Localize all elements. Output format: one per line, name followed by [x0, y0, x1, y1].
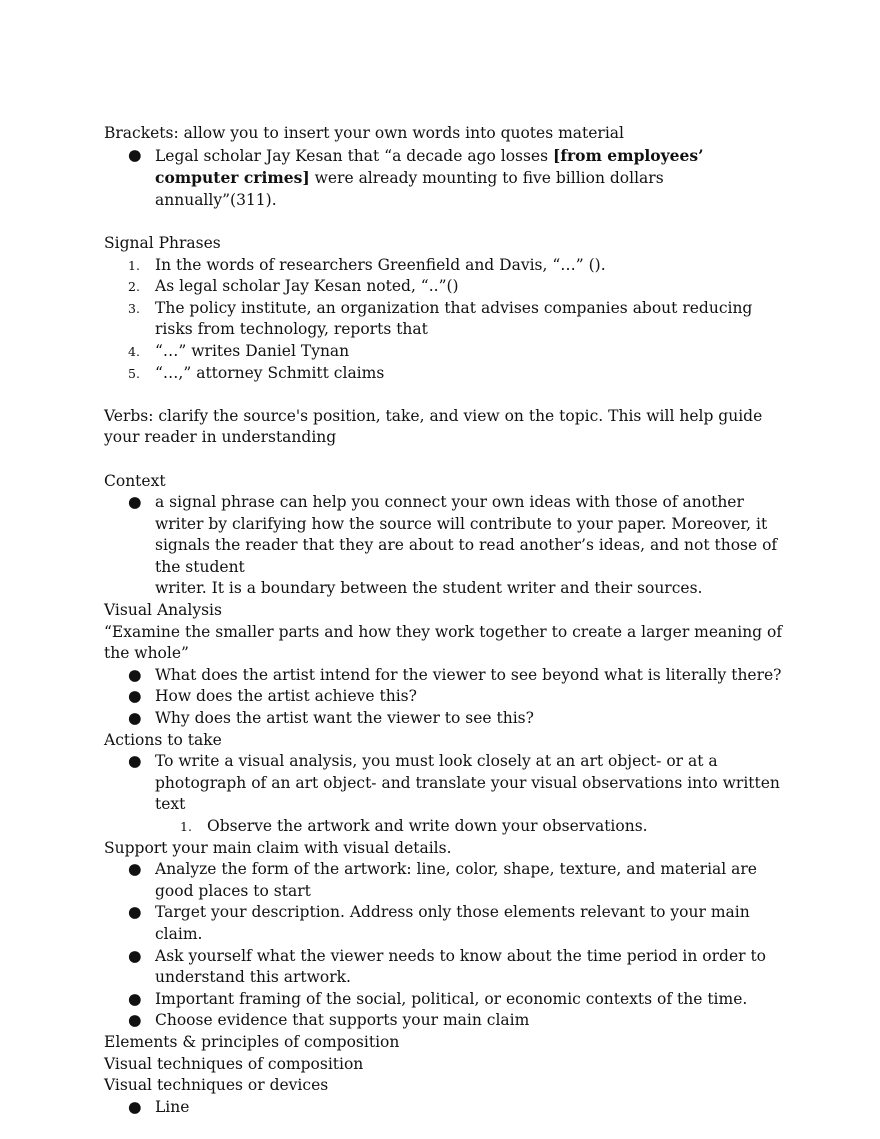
support-bullet-1 — [104, 859, 790, 902]
signal-heading: Signal Phrases — [104, 233, 221, 252]
bullet-marker: ● — [128, 493, 142, 512]
brackets-bullet-bold: [from employees’ computer crimes] — [155, 145, 704, 188]
list-number: 4. — [128, 343, 140, 359]
brackets-bullet — [104, 145, 790, 212]
signal-item-3 — [104, 298, 790, 341]
signal-item-2 — [104, 276, 790, 298]
actions-heading: Actions to take — [104, 730, 222, 749]
actions-bullet — [104, 751, 790, 816]
support-bullet-2 — [104, 902, 790, 945]
support-bullet-text: Ask yourself what the viewer needs to know about the time period in order to understand this artwork. — [155, 946, 767, 987]
elements-bullet — [104, 1097, 790, 1119]
bullet-marker: ● — [128, 709, 142, 728]
spacer — [104, 449, 790, 471]
signal-item-4 — [104, 341, 790, 363]
bullet-marker: ● — [128, 989, 142, 1008]
visual-bullet-2 — [104, 686, 790, 708]
verbs-paragraph: Verbs: clarify the source's position, take, and view on the topic. This will help guide your reader in understanding — [104, 406, 763, 447]
brackets-bullet-pre: Legal scholar Jay Kesan that “a decade ago losses — [155, 146, 553, 165]
bullet-marker: ● — [128, 145, 142, 164]
list-number: 5. — [128, 365, 140, 381]
actions-sub-item — [104, 816, 790, 838]
signal-item-text: In the words of researchers Greenfield and Davis, “…” (). — [155, 255, 606, 274]
visual-heading: Visual Analysis — [104, 601, 222, 620]
support-bullet-5 — [104, 1010, 790, 1032]
spacer — [104, 384, 790, 406]
bullet-marker: ● — [128, 1011, 142, 1030]
signal-item-5 — [104, 363, 790, 385]
actions-bullet-text: To write a visual analysis, you must look closely at an art object- or at a photograph of an art object- and translate your visual observations into written text — [155, 752, 780, 814]
list-number: 1. — [128, 257, 140, 273]
visual-bullet-3 — [104, 708, 790, 730]
elements-line-1: Elements & principles of composition — [104, 1032, 400, 1051]
visual-bullet-text: What does the artist intend for the viewer to see beyond what is literally there? — [155, 665, 782, 684]
support-bullet-4 — [104, 989, 790, 1011]
context-bullet-continued — [104, 578, 790, 600]
bullet-marker: ● — [128, 687, 142, 706]
support-bullet-text: Important framing of the social, political, or economic contexts of the time. — [155, 989, 748, 1008]
elements-bullet-text: Line — [155, 1097, 190, 1116]
context-bullet-text-b: writer. It is a boundary between the student writer and their sources. — [155, 579, 703, 598]
spacer — [104, 211, 790, 233]
bullet-marker: ● — [128, 665, 142, 684]
actions-sub-text: Observe the artwork and write down your observations. — [207, 817, 648, 835]
support-heading: Support your main claim with visual details. — [104, 838, 452, 857]
bullet-marker: ● — [128, 903, 142, 922]
signal-item-text: “…,” attorney Schmitt claims — [155, 363, 385, 382]
visual-bullet-text: Why does the artist want the viewer to see this? — [155, 709, 534, 728]
signal-item-text: “…” writes Daniel Tynan — [155, 341, 350, 360]
elements-line-3: Visual techniques or devices — [104, 1076, 329, 1095]
signal-item-text: The policy institute, an organization that advises companies about reducing risks from technology, reports that — [155, 298, 753, 339]
bullet-marker: ● — [128, 946, 142, 965]
support-bullet-text: Target your description. Address only those elements relevant to your main claim. — [155, 903, 750, 943]
bullet-marker: ● — [128, 1097, 142, 1116]
elements-line-2: Visual techniques of composition — [104, 1054, 364, 1073]
brackets-bullet-post: were already mounting to five billion dollars annually”(311). — [155, 169, 664, 209]
context-heading: Context — [104, 471, 166, 490]
list-number: 1. — [180, 819, 192, 834]
visual-bullet-1 — [104, 665, 790, 687]
context-bullet-text-a: a signal phrase can help you connect your own ideas with those of another writer by clarifying how the source will contribute to your paper. Moreover, it signals the reader that they are about to read another’s ideas, and not those of the student — [155, 493, 778, 576]
signal-item-1 — [104, 255, 790, 277]
list-number: 3. — [128, 300, 140, 316]
visual-quote: “Examine the smaller parts and how they work together to create a larger meaning of the whole” — [104, 622, 783, 663]
support-bullet-text: Analyze the form of the artwork: line, color, shape, texture, and material are good places to start — [155, 860, 757, 900]
list-number: 2. — [128, 279, 140, 295]
context-bullet — [104, 492, 790, 578]
brackets-heading: Brackets: allow you to insert your own words into quotes material — [104, 124, 624, 142]
support-bullet-3 — [104, 946, 790, 989]
visual-bullet-text: How does the artist achieve this? — [155, 687, 417, 706]
support-bullet-text: Choose evidence that supports your main claim — [155, 1011, 530, 1030]
signal-item-text: As legal scholar Jay Kesan noted, “..”() — [155, 277, 459, 296]
bullet-marker: ● — [128, 860, 142, 879]
bullet-marker: ● — [128, 752, 142, 771]
